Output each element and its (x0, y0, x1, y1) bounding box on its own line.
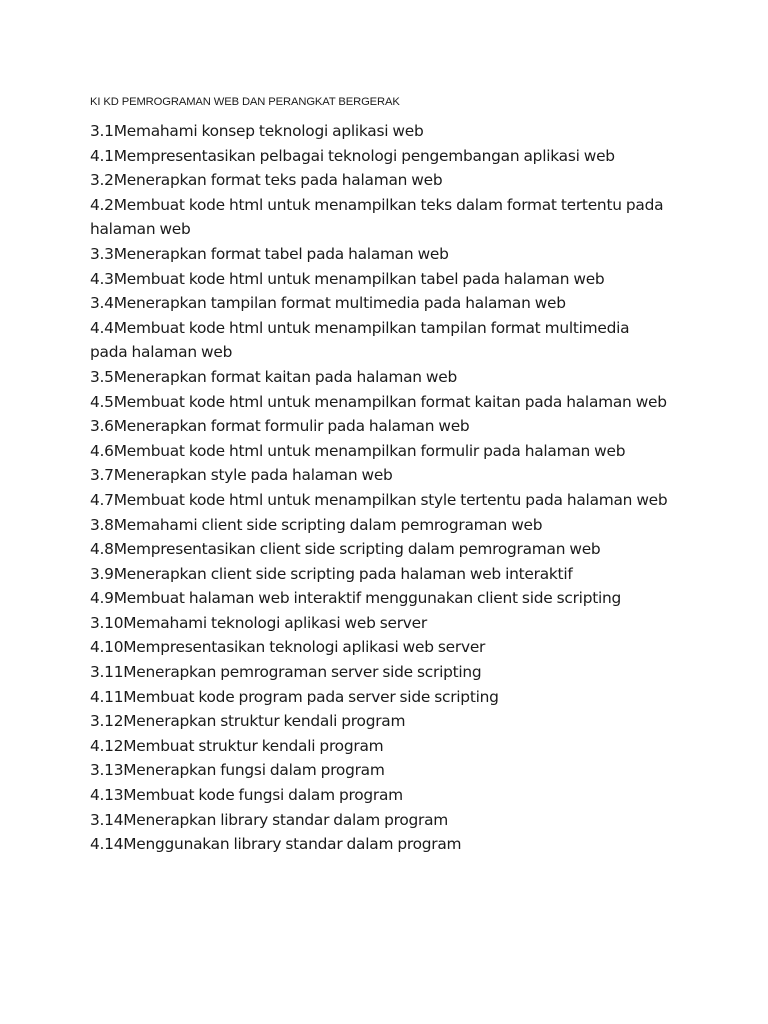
list-item: 3.4Menerapkan tampilan format multimedia pada halaman web (90, 294, 566, 313)
list-item: 4.12Membuat struktur kendali program (90, 736, 384, 755)
list-item: 3.9Menerapkan client side scripting pada halaman web interaktif (90, 564, 573, 583)
list-item: 3.8Memahami client side scripting dalam pemrograman web (90, 515, 543, 534)
list-item: 4.2Membuat kode html untuk menampilkan teks dalam format tertentu pada halaman web (90, 195, 664, 239)
list-item: 4.8Mempresentasikan client side scripting dalam pemrograman web (90, 540, 601, 559)
list-item: 4.6Membuat kode html untuk menampilkan formulir pada halaman web (90, 441, 626, 460)
list-item: 4.3Membuat kode html untuk menampilkan tabel pada halaman web (90, 269, 605, 288)
list-item: 3.6Menerapkan format formulir pada halaman web (90, 417, 470, 436)
list-item: 3.1Memahami konsep teknologi aplikasi web (90, 122, 424, 140)
list-item: 3.10Memahami teknologi aplikasi web server (90, 613, 427, 632)
list-item: 4.11Membuat kode program pada server side scripting (90, 687, 499, 706)
list-item: 3.12Menerapkan struktur kendali program (90, 712, 406, 731)
list-item: 3.3Menerapkan format tabel pada halaman web (90, 244, 449, 263)
list-item: 4.10Mempresentasikan teknologi aplikasi web server (90, 638, 486, 657)
list-item: 4.14Menggunakan library standar dalam program (90, 835, 462, 854)
list-item: 3.13Menerapkan fungsi dalam program (90, 761, 385, 780)
list-item: 3.5Menerapkan format kaitan pada halaman web (90, 367, 457, 386)
list-item: 4.13Membuat kode fungsi dalam program (90, 786, 403, 805)
list-item: 4.9Membuat halaman web interaktif menggunakan client side scripting (90, 589, 622, 608)
list-item: 3.2Menerapkan format teks pada halaman web (90, 171, 443, 190)
list-item: 4.5Membuat kode html untuk menampilkan format kaitan pada halaman web (90, 392, 667, 411)
list-item: 3.11Menerapkan pemrograman server side scripting (90, 663, 482, 682)
list-item: 4.1Mempresentasikan pelbagai teknologi pengembangan aplikasi web (90, 146, 615, 165)
list-item: 3.14Menerapkan library standar dalam program (90, 810, 449, 829)
document-heading: KI KD PEMROGRAMAN WEB DAN PERANGKAT BERGERAK (90, 96, 400, 108)
list-item: 4.7Membuat kode html untuk menampilkan style tertentu pada halaman web (90, 490, 668, 509)
list-item: 3.7Menerapkan style pada halaman web (90, 466, 393, 485)
competency-list (90, 119, 670, 857)
document-page (90, 94, 670, 857)
list-item: 4.4Membuat kode html untuk menampilkan tampilan format multimedia pada halaman web (90, 318, 630, 362)
